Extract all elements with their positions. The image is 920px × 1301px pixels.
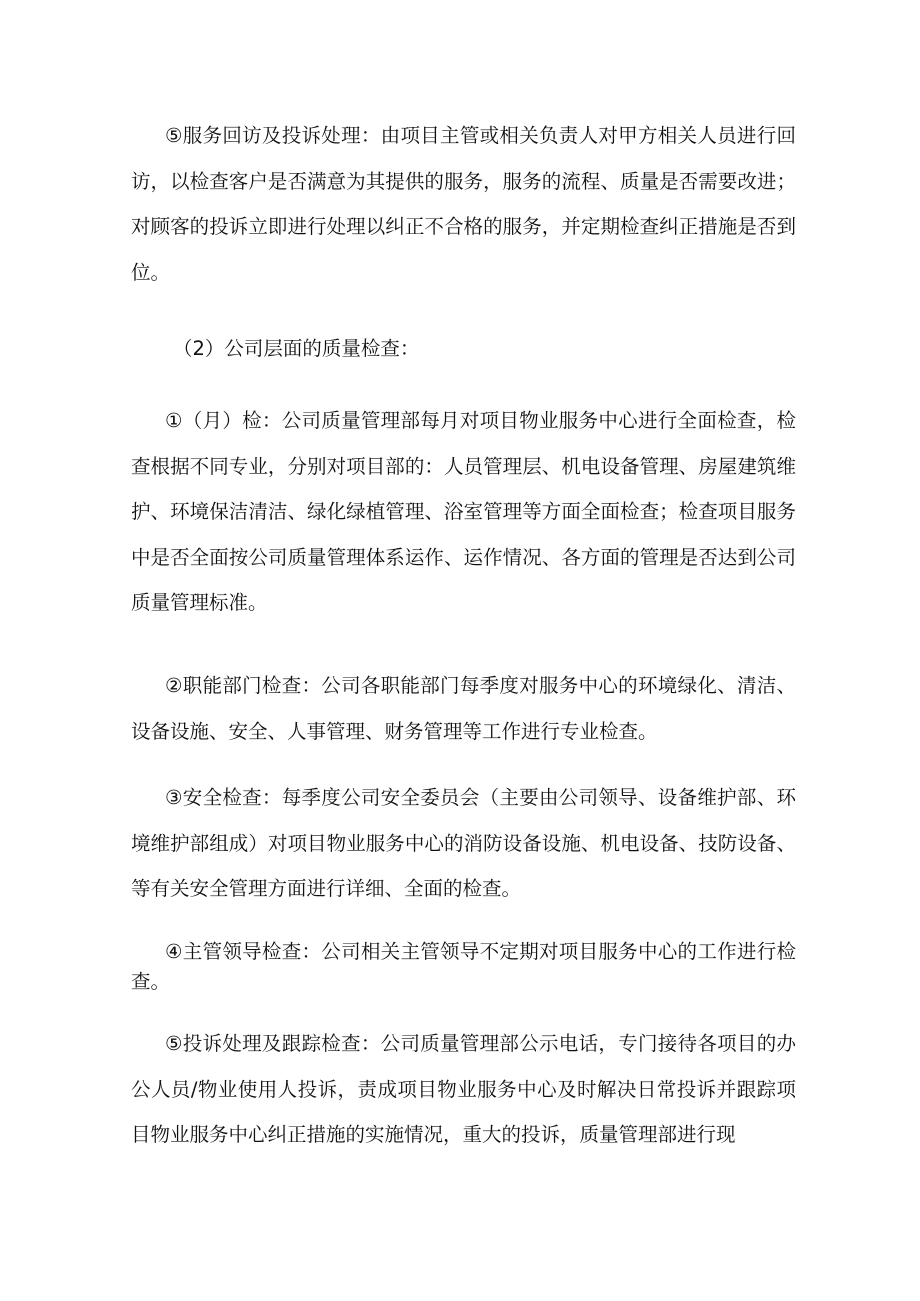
paragraph-leader-check: ④主管领导检查：公司相关主管领导不定期对项目服务中心的工作进行检查。 xyxy=(131,940,796,993)
paragraph-complaint-tracking: ⑤投诉处理及跟踪检查：公司质量管理部公示电话，专门接待各项目的办公人员/物业使用人投诉，责成项目物业服务中心及时解决日常投诉并跟踪项目物业服务中心纠正措施的实施情况，重大的投诉，质量管理部进行现 xyxy=(131,1032,796,1146)
paragraph-safety-check: ③安全检查：每季度公司安全委员会（主要由公司领导、设备维护部、环境维护部组成）对项目物业服务中心的消防设备设施、机电设备、技防设备、等有关安全管理方面进行详细、全面的检查。 xyxy=(131,786,796,900)
section-heading-company-quality-check: （2）公司层面的质量检查： xyxy=(173,337,420,360)
paragraph-service-followup: ⑤服务回访及投诉处理：由项目主管或相关负责人对甲方相关人员进行回访，以检查客户是否满意为其提供的服务，服务的流程、质量是否需要改进；对顾客的投诉立即进行处理以纠正不合格的服务，并定期检查纠正措施是否到位。 xyxy=(131,124,796,284)
paragraph-department-check: ②职能部门检查：公司各职能部门每季度对服务中心的环境绿化、清洁、设备设施、安全、人事管理、财务管理等工作进行专业检查。 xyxy=(131,674,796,743)
paragraph-monthly-check: ①（月）检：公司质量管理部每月对项目物业服务中心进行全面检查，检查根据不同专业，分别对项目部的：人员管理层、机电设备管理、房屋建筑维护、环境保洁清洁、绿化绿植管理、浴室管理等方面全面检查；检查项目服务中是否全面按公司质量管理体系运作、运作情况、各方面的管理是否达到公司质量管理标准。 xyxy=(131,409,796,614)
